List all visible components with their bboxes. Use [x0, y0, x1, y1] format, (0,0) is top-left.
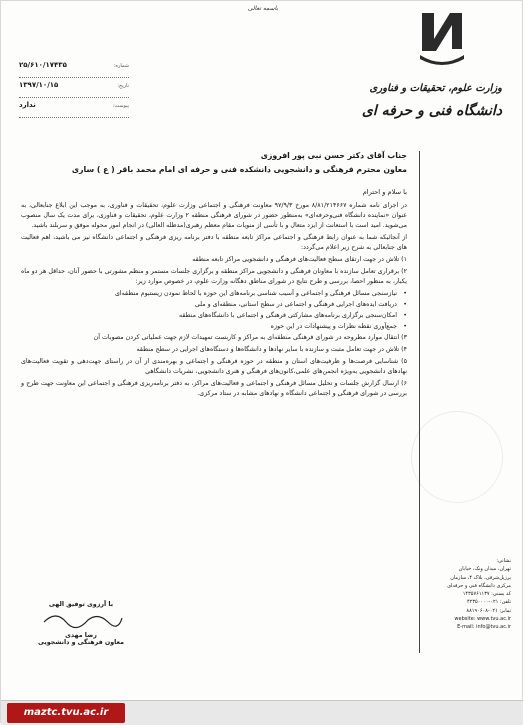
sidebar-divider — [419, 151, 420, 653]
ministry-name: وزارت علوم، تحقیقات و فناوری — [369, 83, 502, 94]
duty-item-1: ۱) تلاش در جهت ارتقای سطح فعالیت‌های فرهنگی و دانشجویی مراکز تابعه منطقه — [192, 256, 407, 263]
number-row — [19, 61, 129, 78]
footer-site-tag[interactable]: maztc.tvu.ac.ir — [7, 703, 125, 723]
attachment-label: پیوست: — [112, 103, 129, 109]
duty-item-3: ۳) انتقال موارد مطروحه در شورای فرهنگی منطقه‌ای به مراکز و کاربست تمهیدات لازم جهت عملیاتی کردن مصوبات آن — [93, 334, 407, 341]
number-label: شماره: — [113, 63, 129, 69]
signature-closing: با آرزوی توفیق الهی — [48, 601, 114, 608]
letter-metadata — [19, 61, 129, 121]
duty-bullet-3: • امکان‌سنجی برگزاری برنامه‌های مشارکتی فرهنگی و اجتماعی با دانشگاه‌های منطقه — [21, 311, 407, 321]
duty-bullet-1: • نیازسنجی مسائل فرهنگی و اجتماعی و آسیب شناسی برنامه‌های این حوزه با لحاظ نمودن زیستبوم منطقه‌ای — [21, 289, 407, 299]
date-label: تاریخ: — [117, 83, 129, 89]
duty-bullet-4: • جمع‌آوری نقطه نظرات و پیشنهادات در این حوزه — [21, 322, 407, 332]
date-row — [19, 81, 129, 98]
footer-bar — [1, 700, 523, 725]
address-line-1: تهران، میدان ونک، خیابان — [458, 566, 511, 573]
greeting: با سلام و احترام — [362, 188, 407, 196]
number-value: ۲۵/۶۱۰/۱۷۴۳۵ — [19, 61, 67, 69]
letter-body — [21, 149, 407, 401]
university-name: دانشگاه فنی و حرفه ای — [361, 103, 502, 119]
signature-block — [31, 601, 131, 646]
signatory-name: رضا مهدی — [65, 632, 97, 639]
signatory-title: معاون فرهنگی و دانشجویی — [38, 639, 124, 646]
handwritten-signature — [36, 608, 126, 630]
contact-sidebar — [425, 557, 511, 632]
addressee-name: جناب آقای دکتر حسن نبی پور افروزی — [260, 151, 407, 160]
phone-number: تلفن: ۰۲۱-۴۲۳۵۰۰۰۰ — [466, 599, 511, 606]
addressee-title: معاون محترم فرهنگی و دانشجویی دانشکده فنی و حرفه ای امام محمد باقر ( ع ) ساری — [71, 165, 407, 174]
watermark-seal — [411, 411, 503, 503]
address-line-3: مرکزی دانشگاه فنی و حرفه‌ای — [447, 582, 511, 589]
email: E-mail: info@tvu.ac.ir — [457, 624, 511, 631]
address-label: نشانی: — [496, 558, 511, 564]
paragraph-duties-intro: از آنجائیکه شما به عنوان رابط فرهنگی و اجتماعی مراکز تابعه منطقه با دفتر برنامه ریزی فرهنگی و اجتماعی دانشگاه نیز می باشید، اهم فعالیت های جنابعالی به شرح زیر اعلام می‌گردد: — [21, 234, 407, 251]
university-logo — [416, 9, 468, 67]
attachment-row — [19, 101, 129, 118]
duty-item-5: ۵) شناسایی فرصت‌ها و ظرفیت‌های استان و منطقه در حوزه فرهنگی و اجتماعی و بهره‌مندی از آن در راستای جهت‌دهی و تقویت فعالیت‌های نهادهای دانشجویی به‌ویژه انجمن‌های علمی،کانون‌های فرهنگی و هنری دانشجویی، نشریات دانشگاهی — [21, 358, 407, 375]
fax-number: نمابر: ۰۲۱-۸۸۱۹۰۶۰۸ — [466, 607, 511, 614]
duty-item-2: ۲) برقراری تعامل سازنده با معاونان فرهنگی و دانشجویی مراکز منطقه و برگزاری جلسات مستمر و منظم مشورتی با حضور آنان، حداقل هر دو ماه یکبار، به منظور احصا، بررسی و طرح نتایج در شورای مناطق دهگانه وزارت علوم، در خصوص موارد زیر: — [21, 268, 407, 285]
bismillah: باسمه تعالی — [247, 5, 279, 12]
address-line-2: برزیل‌شرقی، پلاک ۴، سازمان — [450, 574, 511, 581]
date-value: ۱۳۹۷/۱۰/۱۵ — [19, 81, 59, 89]
duty-bullet-2: • دریافت ایده‌های اجرایی فرهنگی و اجتماعی در سطح استانی، منطقه‌ای و ملی — [21, 300, 407, 310]
website: website: www.tvu.ac.ir — [454, 616, 511, 623]
paragraph-appointment: در اجرای نامه شماره ۸/۸۱/۲۱۴۶۶۷ مورخ ۹۷/۹/۳ معاونت فرهنگی و اجتماعی وزارت علوم، تحقیقات و فناوری، به موجب این ابلاغ جنابعالی، به عنوان «نماینده دانشگاه فنی‌وحرفه‌ای» به‌منظور حضور در شورای فرهنگی منطقه ۲ وزارت علوم، تحقیقات و فناوری، برای مدت یک سال منصوب می‌شوید. امید است با استعانت از ایزد متعال و با تأسی از منویات مقام معظم رهبری(مدظله العالی) در انجام امور محوله موفق و سربلند باشید. — [21, 202, 407, 229]
duty-item-6: ۶) ارسال گزارش جلسات و تحلیل مسائل فرهنگی و اجتماعی و فعالیت‌های مراکز، به دفتر برنامه‌ریزی فرهنگی و اجتماعی این معاونت جهت طرح و بررسی در شورای فرهنگی و اجتماعی دانشگاه و نهادهای مشابه در ستاد مرکزی. — [21, 380, 407, 397]
attachment-value: ندارد — [19, 101, 36, 109]
duty-item-4: ۴) تلاش در جهت تعامل مثبت و سازنده با سایر نهادها و دانشگاه‌ها و دستگاه‌های اجرایی در سطح منطقه — [136, 346, 407, 353]
postal-code: کد پستی: ۱۴۳۵۷۶۱۱۳۷ — [462, 591, 511, 598]
